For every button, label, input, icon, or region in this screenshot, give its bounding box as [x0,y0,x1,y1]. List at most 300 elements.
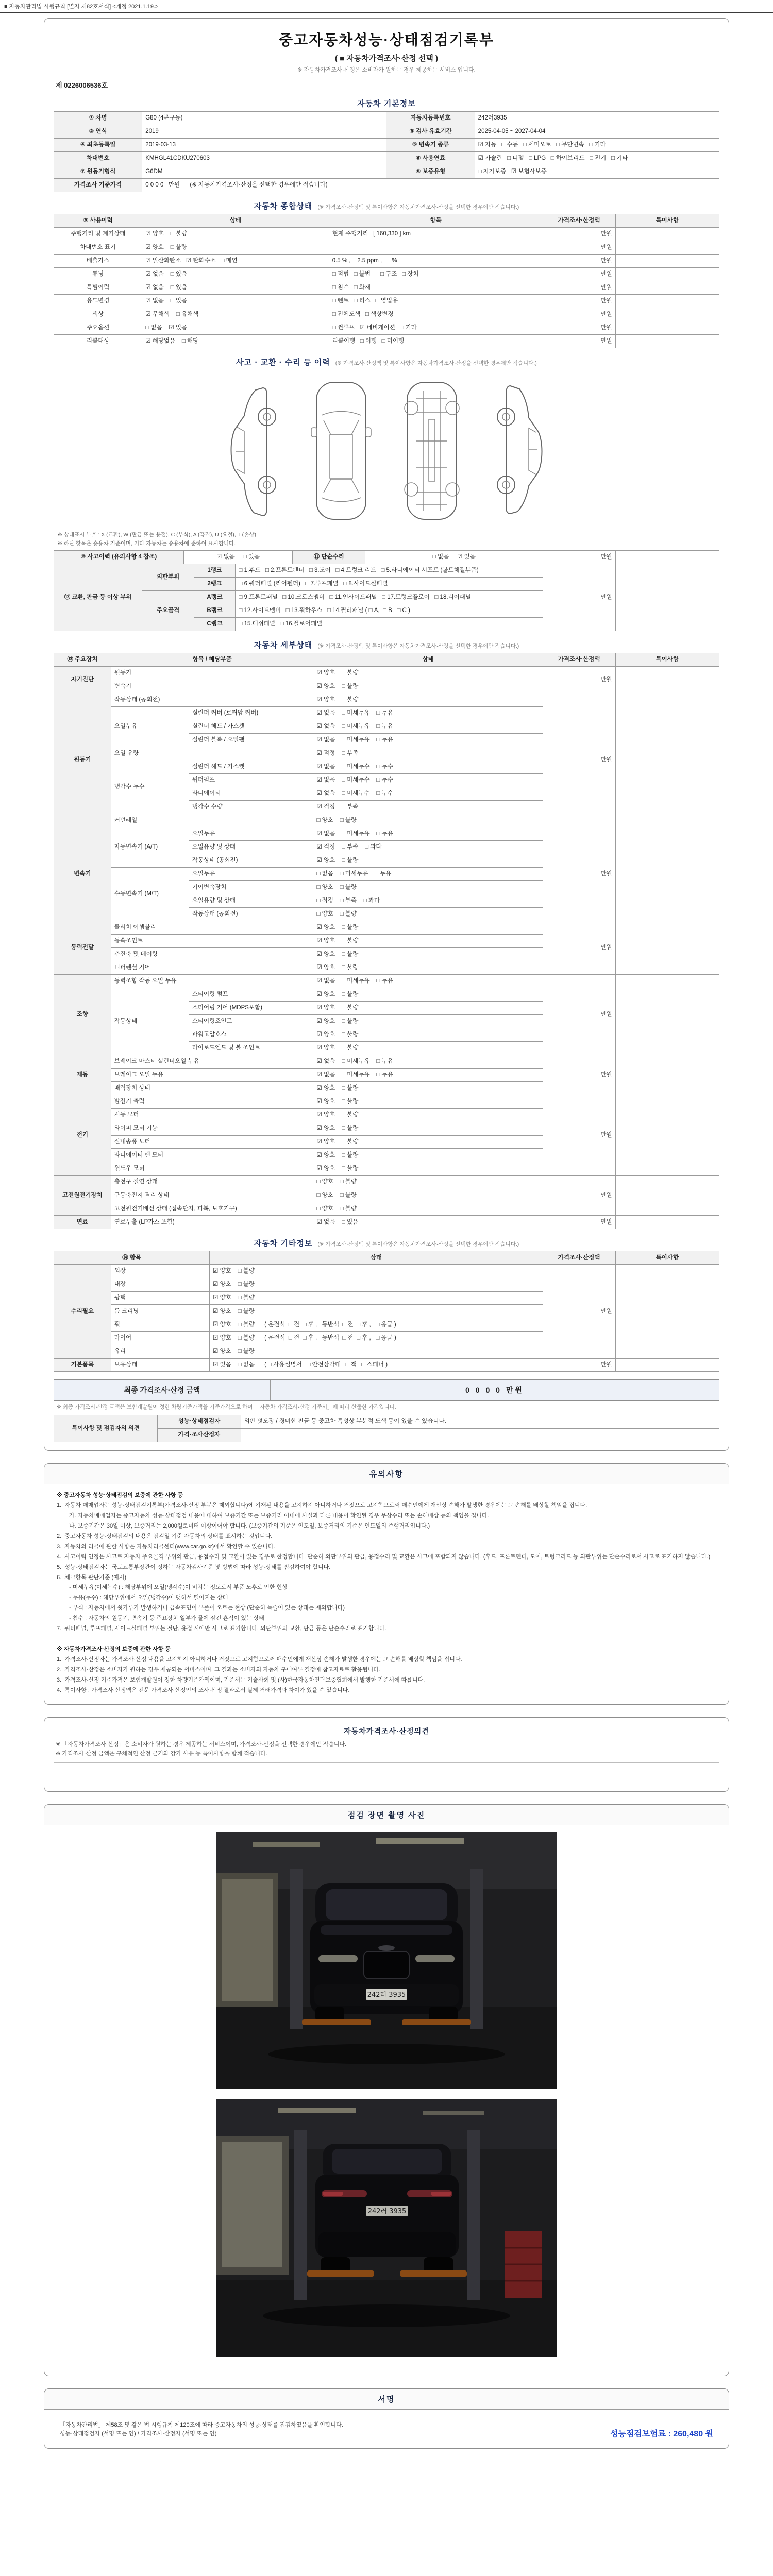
cell: ☑ 양호 □ 불량 [313,1015,543,1028]
cell: 6. 체크항목 판단기준 (예시) [57,1574,126,1581]
cell: ☑ 양호 □ 불량 [313,921,543,935]
cell: 작동상태 [111,988,189,1055]
cell [615,693,719,827]
cell: □ 없음 ☑ 있음 [142,321,329,335]
damage-code-legend: ※ 상태표시 부호 : X (교환), W (판금 또는 용접), C (부식), A (흠집), U (요철), T (손상) [58,532,256,538]
cell: 외판 덧도장 / 경미한 판금 등 중고차 특성상 부분적 도색 등이 있을 수 있습니다. [241,1415,719,1429]
section-accident-title: 사고 · 교환 · 수리 등 이력 [236,358,330,367]
cell: 배력장치 상태 [111,1082,313,1095]
cell: ⑤ 변속기 종류 [386,139,475,152]
cell: ☑ 양호 □ 불량 [313,1136,543,1149]
table-row [54,321,719,335]
cell: 고전원전기배선 상태 (접속단자, 피복, 보호기구) [111,1202,313,1216]
cell: 특이사항 [615,214,719,228]
cell [615,255,719,268]
table-row [54,214,719,228]
cell [54,1634,719,1645]
cell: 라디에이터 [189,787,313,801]
cell: 타이로드엔드 및 볼 조인트 [189,1042,313,1055]
cell [615,1095,719,1176]
cell: ☑ 양호 □ 불량 [313,1028,543,1042]
photos-box [44,1804,729,2376]
inspection-photo-rear [216,2099,557,2357]
insurance-premium-value: 260,480 원 [673,2429,713,2438]
cell: 2랭크 [194,578,236,591]
section-detail-header [54,639,719,650]
cell: 변속기 [111,680,313,693]
table-row [54,295,719,308]
cell: ⑨ 사용이력 [54,214,142,228]
cell: 휠 [111,1318,209,1332]
basic-info-table [54,111,719,192]
cell: 구동축전지 격리 상태 [111,1189,313,1202]
table-row [54,1686,719,1696]
cell: ☑ 없음 □ 있음 [142,281,329,295]
cell: ☑ 없음 □ 미세누유 □ 누유 [313,975,543,988]
car-underbody-diagram [401,376,463,526]
cell [615,564,719,631]
cell: 만원 [543,551,615,564]
cell: - 부식 : 자동차에서 쇳가루가 발생하거나 금속표면이 부풀어 오르는 현상 (단순히 녹슬어 있는 상태는 제외합니다) [69,1605,345,1612]
cell: 타이어 [111,1332,209,1345]
cell: G6DM [142,165,386,179]
cell: B랭크 [194,604,236,618]
insurance-premium [610,2427,713,2439]
inspection-photo-rear-svg [216,2099,557,2357]
section-overall-title: 자동차 종합상태 [254,202,313,211]
cell: 리콜이행 □ 이행 □ 미이행 [329,335,543,348]
cell: 조향 [54,975,111,1055]
cell: 라디에이터 팬 모터 [111,1149,313,1162]
cell: ☑ 양호 □ 불량 [313,935,543,948]
cell [615,921,719,975]
cell: ⑩ 사고이력 (유의사항 4 참조) [54,551,184,564]
table-row [54,139,719,152]
cell [615,308,719,321]
cell: 충전구 절연 상태 [111,1176,313,1189]
cell: 가. 자동차매매업자는 중고자동차 성능·상태점검 내용에 대하여 보증기간 또는 보증거리 이내에 사실과 다른 내용이 확인된 경우 무상수리 또는 손해배상 등의 책임을 집니다. [69,1512,489,1519]
cell: 만원 [543,255,615,268]
cell: 만원 [543,228,615,241]
cell: 1. 자동차 매매업자는 성능·상태점검기록부(가격조사·산정 부분은 제외합니다)에 기재된 내용을 고지하지 아니하거나 거짓으로 고지함으로써 매수인에게 재산상 손해가 발생한 경우에는 그 손해를 배상할 책임을 집니다. [57,1502,587,1509]
cell: 가격조사·산정액 [543,214,615,228]
cell: 실린더 헤드 / 가스켓 [189,720,313,734]
cell: □ 9.프론트패널 □ 10.크로스멤버 □ 11.인사이드패널 □ 17.트렁크플로어 □ 18.리어패널 [236,591,543,604]
final-price-note: ※ 최종 가격조사·산정 금액은 보험개발원이 정한 차량기준가액을 기준가격으로 하여 「자동차 가격조사·산정 기준서」에 따라 산출한 가격입니다. [57,1404,396,1410]
cell: 원동기 [54,693,111,827]
cell: 작동상태 (공회전) [189,908,313,921]
cell: ☑ 양호 □ 불량 [313,1002,543,1015]
cell: ※ 자동차가격조사·산정의 보증에 관한 사항 등 [57,1646,171,1653]
table-row [54,112,719,125]
cell: ☑ 양호 □ 불량 [210,1265,543,1278]
cell: ☑ 양호 □ 불량 [142,241,329,255]
cell: 주요옵션 [54,321,142,335]
cell [615,1359,719,1372]
cell: ☑ 양호 □ 불량 [142,228,329,241]
car-side-left-diagram [220,376,281,526]
table-row [54,125,719,139]
inspector-opinion-table [54,1415,719,1442]
cell: 스티어링 기어 (MDPS포함) [189,1002,313,1015]
damage-basis-legend: ※ 하단 항목은 승용차 기준이며, 기타 자동차는 승용차에 준하여 표시합니다. [58,540,236,547]
cell: 0 0 0 0 만원 (※ 자동차가격조사·산정을 선택한 경우에만 적습니다) [142,179,719,192]
cell: 만원 [543,667,615,693]
cell: □ 적법 □ 불법 □ 구조 □ 장치 [329,268,543,281]
table-row [54,693,719,707]
section-basic-title: 자동차 기본정보 [357,99,416,108]
cell: ☑ 양호 □ 불량 [313,1042,543,1055]
table-row [54,1675,719,1686]
cell: ⑧ 보증유형 [386,165,475,179]
cell: 4. 특이사항 : 가격조사·산정액은 전문 가격조사·산정인의 조사·산정 결과로서 실제 거래가격과 차이가 있을 수 있습니다. [57,1687,350,1693]
document-title: 중고자동차성능·상태점검기록부 [279,32,494,48]
cell: ※ 중고자동차 성능·상태점검의 보증에 관한 사항 등 [57,1492,183,1498]
cell: 전기 [54,1095,111,1176]
cell: ☑ 양호 □ 불량 ( 운전석 □ 전 □ 후 , 동반석 □ 전 □ 후 , □ 응급 ) [210,1318,543,1332]
cell: 성능·상태점검자 [158,1415,241,1429]
cell: ⑪ 단순수리 [293,551,365,564]
cell: 색상 [54,308,142,321]
cell: 상태 [210,1251,543,1265]
signature-statement-1: 「자동차관리법」 제58조 및 같은 법 시행규칙 제120조에 따라 중고자동차의 성능·상태를 점검하였음을 확인합니다. [60,2421,343,2428]
cell: 용도변경 [54,295,142,308]
table-row [54,1359,719,1372]
cell: □ 적정 □ 부족 □ 과다 [313,894,543,908]
cell: ☑ 없음 □ 미세누수 □ 누수 [313,760,543,774]
cell: □ 없음 □ 미세누유 □ 누유 [313,868,543,881]
cell: □ 자가보증 ☑ 보험사보증 [475,165,719,179]
cell: ☑ 없음 □ 있음 [142,268,329,281]
cell: ⑬ 주요장치 [54,653,111,667]
cell: 발전기 출력 [111,1095,313,1109]
cell: 오일누유 [111,707,189,747]
table-row [54,1176,719,1189]
cell: □ 양호 □ 불량 [313,1176,543,1189]
cell: 1랭크 [194,564,236,578]
cell: 만원 [543,1176,615,1216]
cell: ⑭ 항목 [54,1251,210,1265]
cell: □ 전체도색 □ 색상변경 [329,308,543,321]
cell: 연료 [54,1216,111,1229]
cell: 만원 [543,693,615,827]
cell: 시동 모터 [111,1109,313,1122]
cell: 고전원전기장치 [54,1176,111,1216]
cell: 오일누유 [189,868,313,881]
table-row [54,1501,719,1511]
table-row [54,1563,719,1573]
cell: 와이퍼 모터 기능 [111,1122,313,1136]
cell: 가격·조사산정자 [158,1429,241,1442]
cell: ☑ 양호 □ 불량 [313,1109,543,1122]
cell: □ 15.대쉬패널 □ 16.플로어패널 [236,618,543,631]
cell: 만원 [543,281,615,295]
cell: ☑ 양호 □ 불량 [313,961,543,975]
cell: □ 없음 ☑ 있음 [365,551,543,564]
final-price-value: 0 0 0 0 만원 [465,1386,524,1394]
cell [615,667,719,693]
table-row [54,551,719,564]
signature-statement-2: 성능·상태점검자 (서명 또는 인) / 가격조사·산정자 (서명 또는 인) [60,2431,217,2437]
cell: 브레이크 오일 누유 [111,1069,313,1082]
cell: 외장 [111,1265,209,1278]
document-subnote: ※ 자동차가격조사·산정은 소비자가 원하는 경우 제공하는 서비스 입니다. [297,67,476,73]
cell: □ 양호 □ 불량 [313,881,543,894]
table-row [54,1055,719,1069]
cell: 만원 [543,308,615,321]
cell: 작동상태 (공회전) [111,693,313,707]
cell: □ 6.쿼터패널 (리어펜더) □ 7.루프패널 □ 8.사이드실패널 [236,578,543,591]
cell: 만원 [543,295,615,308]
cell: 2. 중고자동차 성능·상태점검의 내용은 점검일 기준 자동차의 상태를 표시하는 것입니다. [57,1533,273,1539]
cell: □ 침수 □ 화재 [329,281,543,295]
table-row [54,179,719,192]
section-etc-note: (※ 가격조사·산정액 및 특이사항은 자동차가격조사·산정을 선택한 경우에만 적습니다.) [317,1241,519,1247]
table-row [54,827,719,841]
cell: ☑ 무채색 □ 유채색 [142,308,329,321]
cell: 내장 [111,1278,209,1292]
cell [615,827,719,921]
cell: 만원 [543,1055,615,1095]
cell: ☑ 양호 □ 불량 [210,1292,543,1305]
cell: ☑ 없음 □ 미세누유 □ 누유 [313,720,543,734]
cell: ☑ 일산화탄소 ☑ 탄화수소 □ 매연 [142,255,329,268]
cell: ☑ 해당없음 □ 해당 [142,335,329,348]
table-row [54,228,719,241]
cell: 동력조향 작동 오일 누유 [111,975,313,988]
cell [329,241,543,255]
cell: ⑥ 사용연료 [386,152,475,165]
table-row [54,1665,719,1675]
cell: ③ 검사 유효기간 [386,125,475,139]
cell: C랭크 [194,618,236,631]
section-accident-header [54,357,719,367]
cell: □ 양호 □ 불량 [313,1189,543,1202]
cell: 7. 쿼터패널, 루프패널, 사이드실패널 부위는 절단, 용접 시에만 사고로 표기합니다. 외판부위의 교환, 판금 등은 단순수리로 표기합니다. [57,1625,386,1632]
cell: 만원 [543,921,615,975]
license-plate-front: 242러 3935 [367,1991,406,1999]
cell: ☑ 없음 □ 미세누수 □ 누수 [313,787,543,801]
table-row [54,1511,719,1521]
table-row [54,1095,719,1109]
cell [615,335,719,348]
cell: 커먼레일 [111,814,313,827]
cell: ☑ 양호 □ 불량 ( 운전석 □ 전 □ 후 , 동반석 □ 전 □ 후 , □ 응급 ) [210,1332,543,1345]
cell [615,281,719,295]
car-damage-diagrams [54,370,719,530]
cell: ☑ 없음 □ 있음 [313,1216,543,1229]
cell: ☑ 가솔린 □ 디젤 □ LPG □ 하이브리드 □ 전기 □ 기타 [475,152,719,165]
cell: 만원 [543,975,615,1055]
valuation-note-2: ※ 가격조사·산정 금액은 구체적인 산정 근거와 감가 사유 등 특이사항을 함께 적습니다. [56,1751,267,1757]
table-row [54,308,719,321]
cell: 상태 [142,214,329,228]
cell: 만원 [543,1216,615,1229]
cell: 변속기 [54,827,111,921]
cell: 윈도우 모터 [111,1162,313,1176]
table-row [54,152,719,165]
cell: 동력전달 [54,921,111,975]
cell: 배출가스 [54,255,142,268]
table-row [54,1634,719,1645]
valuation-opinion-title: 자동차가격조사·산정의견 [344,1726,429,1735]
detail-state-table [54,653,719,1229]
cell: 튜닝 [54,268,142,281]
cell: KMHGL41CDKU270603 [142,152,386,165]
cell: □ 양호 □ 불량 [313,908,543,921]
valuation-opinion-empty-area [54,1762,719,1783]
table-row [54,1415,719,1429]
cell: 나. 보증기간은 30일 이상, 보증거리는 2,000킬로미터 이상이어야 합니다. (보증기간의 기준은 인도일, 보증거리의 기준은 인도일의 주행거리입니다.) [69,1522,430,1529]
car-side-right-diagram [492,376,553,526]
table-row [54,335,719,348]
section-etc-title: 자동차 기타정보 [254,1239,313,1248]
table-row [54,1593,719,1603]
cell: 등속조인트 [111,935,313,948]
cell: 2. 가격조사·산정은 소비자가 원하는 경우 제공되는 서비스이며, 그 결과는 소비자의 자동차 구매여부 결정에 참고자료로 활용됩니다. [57,1666,380,1673]
cell: ☑ 적정 □ 부족 □ 과다 [313,841,543,854]
cell: 냉각수 수량 [189,801,313,814]
cell: ☑ 없음 □ 미세누유 □ 누유 [313,734,543,747]
inspection-photo-front [216,1832,557,2089]
cell: 가격조사·산정액 [543,1251,615,1265]
table-row [54,255,719,268]
section-detail-note: (※ 가격조사·산정액 및 특이사항은 자동차가격조사·산정을 선택한 경우에만 적습니다.) [317,643,519,649]
cell: 실린더 커버 (로커암 커버) [189,707,313,720]
cell: A랭크 [194,591,236,604]
cell: 오일 유량 [111,747,313,760]
cell: 4. 사고이력 인정은 사고로 자동차 주요골격 부위의 판금, 용접수리 및 교환이 있는 경우로 한정합니다. 단순히 외판부위의 판금, 용접수리 및 교환은 사고에 포함되지 않습니다. (후드, 프론트펜더, 도어, 트렁크리드 등 외판부위는 단순수리로서 사고로 표기하지 않습니다.) [57,1553,711,1560]
cell: G80 (4륜구동) [142,112,386,125]
cell: 주행거리 및 계기상태 [54,228,142,241]
cell: 자기진단 [54,667,111,693]
cell: 1. 가격조사·산정자는 가격조사·산정 내용을 고지하지 아니하거나 거짓으로 고지함으로써 매수인에게 재산상 손해가 발생한 경우에는 그 손해를 배상할 책임을 집니다. [57,1656,462,1663]
table-row [54,268,719,281]
cell: 만원 [543,1095,615,1176]
cell: 만원 [543,1359,615,1372]
car-side-right-svg [492,379,553,523]
cell: 2019 [142,125,386,139]
notice-title: 유의사항 [44,1464,729,1484]
cell: 디퍼렌셜 기어 [111,961,313,975]
cell: ☑ 양호 □ 불량 [313,693,543,707]
overall-state-table [54,214,719,348]
cell: 냉각수 누수 [111,760,189,814]
cell: ☑ 없음 □ 미세누유 □ 누유 [313,707,543,720]
table-row [54,1645,719,1655]
cell: ② 연식 [54,125,142,139]
table-row [54,1521,719,1532]
cell: □ 1.후드 □ 2.프론트펜더 □ 3.도어 □ 4.트렁크 리드 □ 5.라디에이터 서포트 (볼트체결부품) [236,564,543,578]
table-row [54,1573,719,1583]
photos-title: 점검 장면 촬영 사진 [44,1805,729,1825]
cell: 만원 [543,321,615,335]
cell: 실린더 헤드 / 가스켓 [189,760,313,774]
cell: ☑ 없음 □ 미세누유 □ 누유 [313,1069,543,1082]
cell: 외판부위 [142,564,194,591]
cell: 만원 [543,1265,615,1359]
cell: ☑ 양호 □ 불량 [313,680,543,693]
table-row [54,165,719,179]
cell: 주요골격 [142,591,194,631]
etc-info-table [54,1251,719,1372]
final-price-label: 최종 가격조사·산정 금액 [54,1380,271,1400]
cell: 추진축 및 베어링 [111,948,313,961]
cell: - 미세누유(미세누수) : 해당부위에 오일(냉각수)이 비치는 정도로서 부품 노후로 인한 현상 [69,1584,288,1591]
cell: 만원 [543,241,615,255]
cell: 차대번호 표기 [54,241,142,255]
cell: 작동상태 (공회전) [189,854,313,868]
cell: ☑ 자동 □ 수동 □ 세미오토 □ 무단변속 □ 기타 [475,139,719,152]
cell: ☑ 양호 □ 불량 [210,1345,543,1359]
cell: 가격조사·산정액 [543,653,615,667]
accident-rank-table [54,564,719,631]
form-reference: ■ 자동차관리법 시행규칙 [별지 제82호서식] <개정 2021.1.19.> [0,0,773,13]
cell: 클러치 어셈블리 [111,921,313,935]
table-row [54,1490,719,1501]
cell: 차대번호 [54,152,142,165]
table-row [54,921,719,935]
cell: ☑ 없음 □ 있음 [183,551,292,564]
car-top-diagram [310,376,372,526]
signature-box [44,2388,729,2449]
cell [615,1216,719,1229]
car-side-left-svg [220,379,281,523]
table-row [54,667,719,680]
cell: ☑ 적정 □ 부족 [313,801,543,814]
signature-statements [60,2421,343,2439]
cell [615,975,719,1055]
cell: 상태 [313,653,543,667]
signature-title: 서명 [44,2389,729,2410]
valuation-opinion-box [44,1717,729,1792]
inspection-photo-front-svg [216,1832,557,2089]
cell: ☑ 없음 □ 미세누유 □ 누유 [313,1055,543,1069]
cell: 만원 [543,827,615,921]
cell: 유리 [111,1345,209,1359]
table-row [54,564,719,578]
cell: 리콜대상 [54,335,142,348]
cell: 2019-03-13 [142,139,386,152]
cell [615,228,719,241]
cell [615,241,719,255]
cell: 스티어링 펌프 [189,988,313,1002]
cell: 보유상태 [111,1359,209,1372]
cell: 파워고압호스 [189,1028,313,1042]
cell [615,551,719,564]
cell: □ 양호 □ 불량 [313,1202,543,1216]
table-row [54,1614,719,1624]
cell: 수리필요 [54,1265,111,1359]
cell: ① 차명 [54,112,142,125]
cell: □ 12.사이드멤버 □ 13.휠하우스 □ 14.필러패널 ( □ A, □ B, □ C ) [236,604,543,618]
table-row [54,1265,719,1278]
cell [615,1176,719,1216]
cell: 자동차등록번호 [386,112,475,125]
valuation-note-1: ※ 「자동차가격조사·산정」은 소비자가 원하는 경우 제공하는 서비스이며, 가격조사·산정을 선택한 경우에만 적습니다. [56,1741,347,1748]
cell: 0.5 % , 2.5 ppm , % [329,255,543,268]
section-detail-title: 자동차 세부상태 [254,641,313,650]
cell [615,295,719,308]
table-row [54,1532,719,1542]
table-row [54,1542,719,1552]
notice-text-list [54,1490,719,1696]
cell: - 누유(누수) : 해당부위에서 오일(냉각수)이 맺혀서 떨어지는 상태 [69,1595,228,1601]
cell: 오일유량 및 상태 [189,894,313,908]
section-etc-header [54,1238,719,1248]
section-accident-note: (※ 가격조사·산정액 및 특이사항은 자동차가격조사·산정을 선택한 경우에만 적습니다.) [335,360,537,366]
cell: ☑ 적정 □ 부족 [313,747,543,760]
